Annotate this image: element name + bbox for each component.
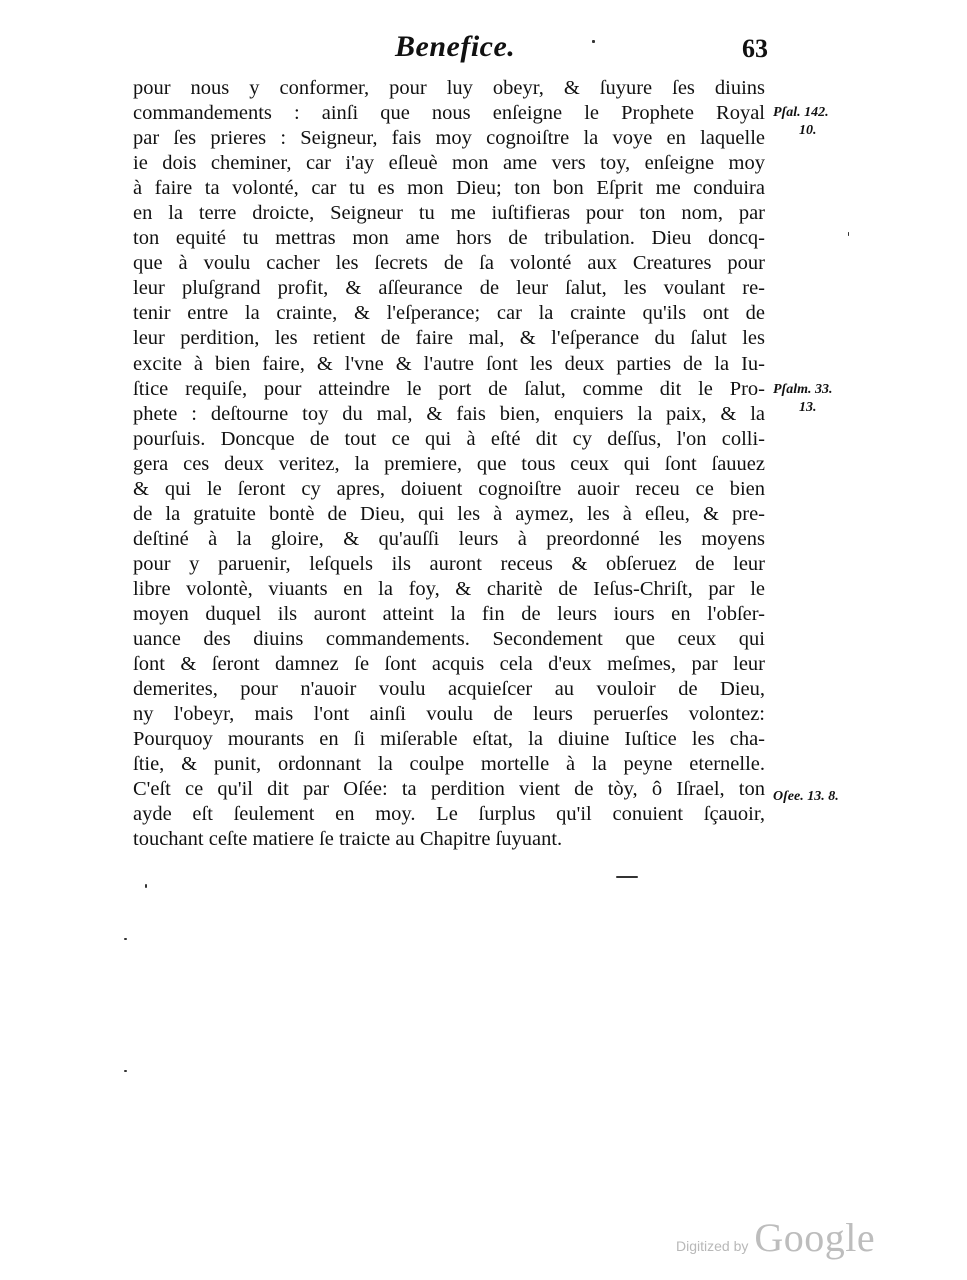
body-text <box>133 76 765 852</box>
text-line: que à voulu cacher les ſecrets de ſa volonté aux Creatures pour <box>133 252 765 275</box>
text-line: commandements : ainſi que nous enſeigne le Prophete Royal <box>133 102 765 125</box>
ink-speck <box>124 938 127 940</box>
margin-note-sub: 13. <box>799 400 817 415</box>
text-line: libre volontè, viuants en la foy, & charitè de Ieſus-Chriſt, par le <box>133 577 765 600</box>
margin-note-ref: Oſee. 13. 8. <box>773 789 839 804</box>
text-line: gera ces deux veritez, la premiere, que tous ceux qui ſont ſauuez <box>133 452 765 475</box>
text-line: pour nous y conformer, pour luy obeyr, & ſuyure ſes diuins <box>133 77 765 99</box>
text-line: tenir entre la crainte, & l'eſperance; car la crainte qu'ils ont de <box>133 302 765 325</box>
text-line: phete : deſtourne toy du mal, & fais bien, enquiers la paix, & la <box>133 402 765 425</box>
margin-note-ref: Pſalm. 33. <box>773 382 833 397</box>
ink-speck <box>124 1070 127 1072</box>
margin-note-osee <box>773 788 839 806</box>
text-line: leur perdition, les retient de faire mal, & l'eſperance du ſalut les <box>133 327 765 350</box>
margin-note-ref: Pſal. 142. <box>773 105 829 120</box>
text-line: & qui le ſeront cy apres, doiuent cognoiſtre auoir receu ce bien <box>133 477 765 500</box>
digitized-watermark <box>676 1214 875 1261</box>
ink-speck <box>848 232 849 236</box>
watermark-prefix: Digitized by <box>676 1238 749 1254</box>
text-line: touchant ceſte matiere ſe traicte au Chapitre ſuyuant. <box>133 828 563 851</box>
text-line: en la terre droicte, Seigneur tu me iuſtifieras pour ton nom, par <box>133 202 765 225</box>
ink-speck <box>616 876 638 878</box>
text-line: Pourquoy mourants en ſi miſerable eſtat, la diuine Iuſtice les cha- <box>133 728 765 751</box>
text-line: ſtie, & punit, ordonnant la coulpe mortelle à la peyne eternelle. <box>133 753 765 776</box>
text-line: ayde eſt ſeulement en moy. Le ſurplus qu'il conuient ſçauoir, <box>133 803 765 826</box>
ink-speck <box>145 884 147 888</box>
running-title: Benefice. <box>395 30 516 63</box>
text-line: excite à bien faire, & l'vne & l'autre ſont les deux parties de la Iu- <box>133 352 765 375</box>
text-line: ie dois cheminer, car i'ay eſleuè mon ame vers toy, enſeigne moy <box>133 152 765 175</box>
text-line: à faire ta volonté, car tu es mon Dieu; ton bon Eſprit me conduira <box>133 177 765 200</box>
text-line: ny l'obeyr, mais l'ont ainſi voulu de leurs peruerſes volontez: <box>133 703 765 726</box>
text-line: par ſes prieres : Seigneur, fais moy cognoiſtre la voye en laquelle <box>133 127 765 150</box>
text-line: pourſuis. Doncque de tout ce qui à eſté dit cy deſſus, l'on colli- <box>133 427 765 450</box>
google-logo: Google <box>754 1215 876 1260</box>
text-line: pour y paruenir, leſquels ils auront receus & obſeruez de leur <box>133 552 765 575</box>
text-line: ton equité tu mettras mon ame hors de tribulation. Dieu doncq- <box>133 227 765 250</box>
page-number: 63 <box>742 34 768 63</box>
text-line: leur pluſgrand profit, & aſſeurance de leur ſalut, les voulant re- <box>133 277 765 300</box>
ink-speck <box>592 40 595 43</box>
margin-note-sub: 10. <box>799 123 817 138</box>
text-line: C'eſt ce qu'il dit par Oſée: ta perdition vient de tòy, ô Iſrael, ton <box>133 778 765 801</box>
text-line: moyen duquel ils auront atteint la fin de leurs iours en l'obſer- <box>133 602 765 625</box>
margin-note-psalm-142 <box>773 104 829 140</box>
text-line: demerites, pour n'auoir voulu acquieſcer au vouloir de Dieu, <box>133 678 765 701</box>
text-line: ſtice requiſe, pour atteindre le port de ſalut, comme dit le Pro- <box>133 377 765 400</box>
margin-note-psalm-33 <box>773 381 833 417</box>
text-line: ſont & ſeront damnez ſe ſont acquis cela d'eux meſmes, par leur <box>133 653 765 676</box>
text-line: de la gratuite bontè de Dieu, qui les à aymez, les à eſleu, & pre- <box>133 502 765 525</box>
text-line: uance des diuins commandements. Secondement que ceux qui <box>133 628 765 651</box>
text-line: deſtiné à la gloire, & qu'auſſi leurs à preordonné les moyens <box>133 527 765 550</box>
